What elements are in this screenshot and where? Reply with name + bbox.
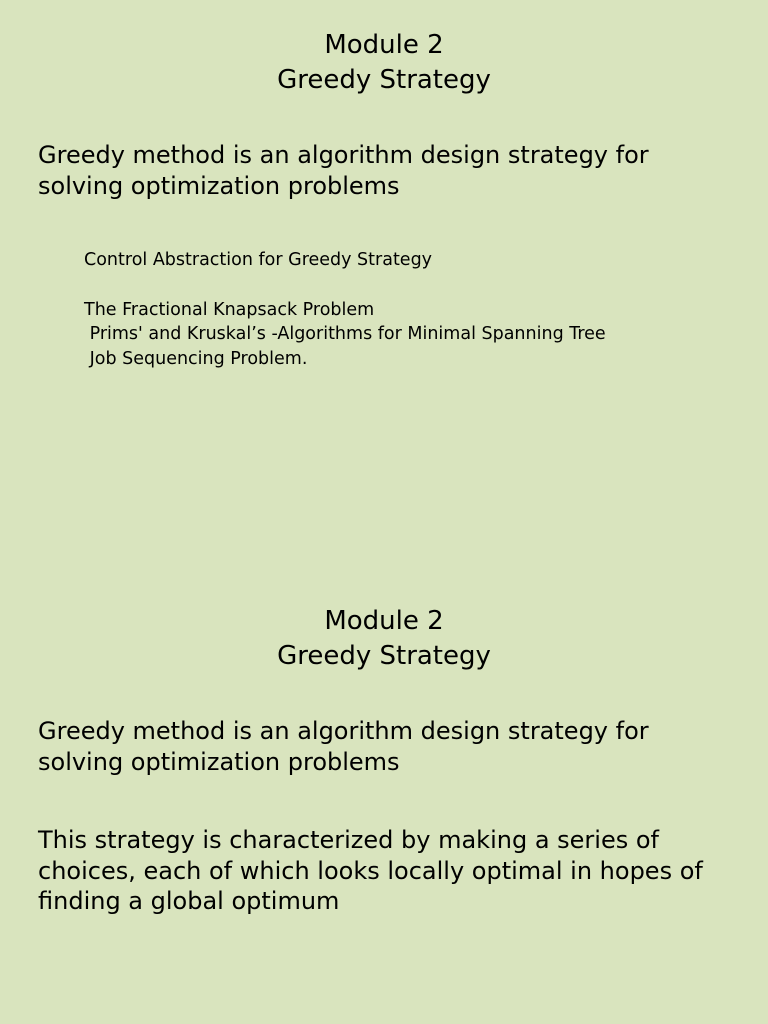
topic-item: Prims' and Kruskal’s -Algorithms for Minimal Spanning Tree [84,324,606,344]
topic-item: Job Sequencing Problem. [84,348,308,369]
intro-paragraph: Greedy method is an algorithm design strategy for solving optimization problems [38,141,649,200]
title-line-topic: Greedy Strategy [277,65,491,95]
topic-item: The Fractional Knapsack Problem [84,299,375,320]
title-line-module: Module 2 [324,606,444,636]
strategy-paragraph: This strategy is characterized by making a series of choices, each of which looks locally optimal in hopes of finding a global optimum [38,826,703,915]
slide-title [0,604,768,674]
topic-item: Control Abstraction for Greedy Strategy [84,250,433,270]
title-line-topic: Greedy Strategy [277,641,491,671]
title-line-module: Module 2 [324,30,444,60]
topic-list [84,248,624,371]
intro-paragraph: Greedy method is an algorithm design strategy for solving optimization problems [38,717,649,776]
slide-title [0,28,768,98]
slide-2 [0,576,768,1024]
